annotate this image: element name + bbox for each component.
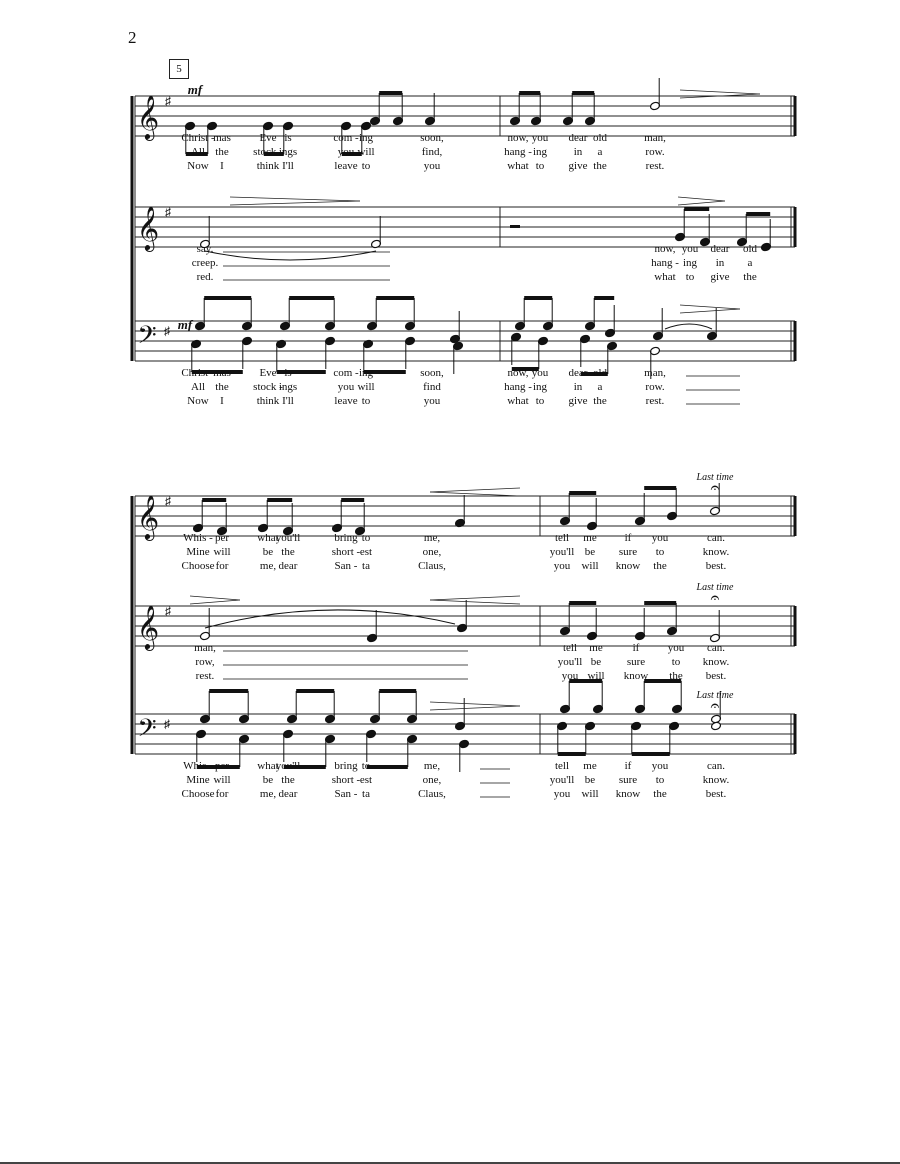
lyric-syllable: Eve [259,367,277,379]
lyric-syllable: ing [358,132,374,144]
lyric-syllable: man, [644,132,666,144]
lyric-syllable: for [215,788,229,800]
lyric-syllable: what [507,395,529,407]
lyric-syllable: sure [618,774,638,786]
crescendo-hairpin [430,488,520,492]
key-signature-sharp: ♯ [165,494,171,508]
lyric-syllable: in [715,257,725,269]
lyric-syllable: short - [331,546,361,558]
lyric-syllable: Claus, [418,560,446,572]
lyric-syllable: you [423,395,441,407]
decrescendo-hairpin [230,201,360,205]
lyric-syllable: best. [705,560,727,572]
lyric-syllable: will [213,546,231,558]
lyric-syllable: one, [422,546,442,558]
lyric-syllable: the [653,788,667,800]
lyric-syllable: the [215,146,229,158]
fermata-icon: 𝄐 [710,698,720,715]
lyric-syllable: San - [334,788,358,800]
treble-clef-icon: 𝄞 [136,97,160,139]
lyric-syllable: is [284,132,292,144]
lyric-syllable: old [592,132,608,144]
decrescendo-hairpin [678,197,725,201]
lyric-syllable: best. [705,788,727,800]
lyric-syllable: Mine [186,546,210,558]
last-time-label: Last time [696,472,734,483]
lyric-syllable: leave [334,395,358,407]
lyric-syllable: Now [187,160,209,172]
half-rest-icon [510,225,520,228]
lyric-syllable: tell [554,760,570,772]
lyric-syllable: hang - [504,381,532,393]
lyric-syllable: the [743,271,757,283]
lyric-syllable: you [337,146,355,158]
lyric-syllable: soon, [420,132,444,144]
lyric-syllable: Mine [186,774,210,786]
lyric-syllable: to [361,160,371,172]
lyric-syllable: you'll [549,546,575,558]
lyric-syllable: you [561,670,579,682]
lyric-syllable: think [256,160,280,172]
lyric-syllable: ings [278,146,298,158]
lyric-syllable: think [256,395,280,407]
lyric-syllable: Eve [259,132,277,144]
lyric-syllable: the [669,670,683,682]
treble-clef-icon: 𝄞 [136,607,160,649]
lyric-syllable: the [593,160,607,172]
lyric-syllable: me, [423,760,441,772]
lyric-syllable: best. [705,670,727,682]
lyric-syllable: find [423,381,441,393]
lyric-syllable: for [215,560,229,572]
lyric-syllable: tell [562,642,578,654]
lyric-syllable: you [553,788,571,800]
lyric-syllable: stock - [253,381,283,393]
lyric-syllable: Now [187,395,209,407]
fermata-icon: 𝄐 [710,590,720,607]
lyric-syllable: mas [213,132,231,144]
lyric-syllable: one, [422,774,442,786]
lyric-syllable: in [573,146,583,158]
lyric-syllable: leave [334,160,358,172]
lyric-syllable: now, [507,132,529,144]
lyric-syllable: old [592,367,608,379]
decrescendo-hairpin [230,197,360,201]
lyric-syllable: dear [568,132,588,144]
lyric-syllable: will [587,670,605,682]
lyric-syllable: be [262,546,274,558]
key-signature-sharp: ♯ [165,604,171,618]
lyric-syllable: to [685,271,695,283]
lyric-syllable: Whis - [183,532,213,544]
treble-clef-icon: 𝄞 [136,497,160,539]
lyric-syllable: know [615,788,641,800]
lyric-syllable: will [581,560,599,572]
lyric-syllable: is [284,367,292,379]
dynamic-mf: mf [187,82,203,97]
lyric-syllable: ing [682,257,698,269]
bass-clef-icon: 𝄢 [137,322,157,355]
bass-clef-icon: 𝄢 [137,715,157,748]
lyric-syllable: give [568,395,588,407]
lyric-syllable: row. [645,146,665,158]
lyric-syllable: to [655,546,665,558]
lyric-syllable: San - [334,560,358,572]
lyric-syllable: you'll [557,656,583,668]
lyric-syllable: to [361,395,371,407]
dynamic-mf: mf [177,317,193,332]
lyric-syllable: you [423,160,441,172]
lyric-syllable: rest. [645,160,665,172]
lyric-syllable: the [281,546,295,558]
notation-layer [132,78,795,772]
lyric-syllable: give [568,160,588,172]
lyric-syllable: a [597,146,603,158]
lyric-syllable: sure [618,546,638,558]
lyric-syllable: row. [645,381,665,393]
lyric-syllable: est [359,546,373,558]
lyric-syllable: the [653,560,667,572]
lyric-syllable: now, [507,367,529,379]
lyric-syllable: what [654,271,676,283]
treble-clef-icon: 𝄞 [136,208,160,250]
lyric-syllable: if [624,760,632,772]
lyric-syllable: be [262,774,274,786]
lyric-syllable: you [531,132,549,144]
lyric-syllable: All [190,146,206,158]
lyric-syllable: what [507,160,529,172]
lyric-syllable: be [584,774,596,786]
rehearsal-mark: 5 [169,59,189,79]
lyric-syllable: can. [706,760,726,772]
lyric-syllable: you [667,642,685,654]
lyric-syllable: rest. [195,670,215,682]
lyric-syllable: Whis - [183,760,213,772]
lyric-syllable: Choose [181,788,215,800]
lyric-syllable: I'll [282,160,294,172]
lyric-syllable: me, [259,560,277,572]
lyric-syllable: me, [259,788,277,800]
lyric-syllable: bring [334,532,358,544]
lyric-syllable: what [257,760,279,772]
lyric-syllable: row, [195,656,215,668]
lyric-syllable: creep. [191,257,219,269]
lyric-syllable: Claus, [418,788,446,800]
lyric-syllable: dear [278,788,298,800]
key-signature-sharp: ♯ [164,324,170,338]
lyric-syllable: be [590,656,602,668]
lyric-syllable: a [747,257,753,269]
lyric-syllable: a [597,381,603,393]
lyric-syllable: if [632,642,640,654]
lyric-syllable: you'll [275,532,301,544]
lyric-syllable: know. [702,546,730,558]
lyric-syllable: know [615,560,641,572]
page-number: 2 [128,28,137,47]
lyric-syllable: dear [278,560,298,572]
lyric-syllable: ing [532,146,548,158]
lyric-syllable: will [357,381,375,393]
lyric-syllable: per [214,760,230,772]
lyric-syllable: now, [654,243,676,255]
lyric-syllable: ta [362,788,370,800]
lyric-syllable: be [584,546,596,558]
lyric-syllable: will [357,146,375,158]
lyric-syllable: you'll [549,774,575,786]
decrescendo-hairpin [680,309,740,313]
lyric-syllable: to [535,160,545,172]
lyric-syllable: I'll [282,395,294,407]
lyric-syllable: Choose [181,560,215,572]
lyric-syllable: can. [706,532,726,544]
lyric-syllable: to [671,656,681,668]
lyric-syllable: man, [644,367,666,379]
key-signature-sharp: ♯ [165,205,171,219]
lyric-syllable: dear [568,367,588,379]
lyric-syllable: I [220,160,224,172]
lyric-syllable: the [281,774,295,786]
tie [665,324,712,329]
lyric-syllable: rest. [645,395,665,407]
lyric-syllable: com - [333,367,359,379]
lyric-syllable: Christ - [181,367,215,379]
slur [205,610,455,628]
decrescendo-hairpin [190,596,240,600]
lyric-syllable: say. [196,243,214,255]
lyric-syllable: I [220,395,224,407]
lyric-syllable: Christ - [181,132,215,144]
decrescendo-hairpin [430,706,520,710]
crescendo-hairpin [430,492,520,496]
lyric-syllable: me [589,642,603,654]
decrescendo-hairpin [680,305,740,309]
lyric-syllable: the [593,395,607,407]
lyric-syllable: soon, [420,367,444,379]
decrescendo-hairpin [430,702,520,706]
lyric-syllable: in [573,381,583,393]
lyric-syllable: you'll [275,760,301,772]
lyric-syllable: ing [532,381,548,393]
lyric-syllable: per [214,532,230,544]
lyric-syllable: ing [358,367,374,379]
lyric-syllable: know. [702,774,730,786]
lyric-syllable: give [710,271,730,283]
lyrics-layer [181,132,757,800]
last-time-label: Last time [696,582,734,593]
lyric-syllable: ings [278,381,298,393]
lyric-syllable: you [337,381,355,393]
lyric-syllable: me [583,532,597,544]
lyric-syllable: find, [421,146,443,158]
lyric-syllable: man, [194,642,216,654]
lyric-syllable: com - [333,132,359,144]
lyric-syllable: will [213,774,231,786]
decrescendo-hairpin [678,201,725,205]
lyric-syllable: sure [626,656,646,668]
lyric-syllable: est [359,774,373,786]
lyric-syllable: mas [213,367,231,379]
lyric-syllable: hang - [504,146,532,158]
crescendo-hairpin [430,600,520,604]
lyric-syllable: All [190,381,206,393]
fermata-icon: 𝄐 [710,480,720,497]
crescendo-hairpin [430,596,520,600]
lyric-syllable: know [623,670,649,682]
lyric-syllable: old [742,243,758,255]
lyric-syllable: what [257,532,279,544]
lyric-syllable: you [651,760,669,772]
lyric-syllable: hang - [651,257,679,269]
lyric-syllable: you [531,367,549,379]
lyric-syllable: ta [362,560,370,572]
lyric-syllable: me, [423,532,441,544]
last-time-label: Last time [696,690,734,701]
lyric-syllable: tell [554,532,570,544]
lyric-syllable: to [535,395,545,407]
lyric-syllable: dear [710,243,730,255]
lyric-syllable: you [681,243,699,255]
lyric-syllable: will [581,788,599,800]
decrescendo-hairpin [680,90,760,94]
lyric-syllable: bring [334,760,358,772]
lyric-syllable: to [361,760,371,772]
decrescendo-hairpin [190,600,240,604]
lyric-syllable: if [624,532,632,544]
lyric-syllable: the [215,381,229,393]
lyric-syllable: short - [331,774,361,786]
lyric-syllable: stock - [253,146,283,158]
lyric-syllable: can. [706,642,726,654]
lyric-syllable: to [361,532,371,544]
lyric-syllable: you [651,532,669,544]
key-signature-sharp: ♯ [164,717,170,731]
lyric-syllable: to [655,774,665,786]
lyric-syllable: red. [196,271,214,283]
lyric-syllable: me [583,760,597,772]
notehead [711,721,722,731]
lyric-syllable: you [553,560,571,572]
lyric-syllable: know. [702,656,730,668]
key-signature-sharp: ♯ [165,94,171,108]
